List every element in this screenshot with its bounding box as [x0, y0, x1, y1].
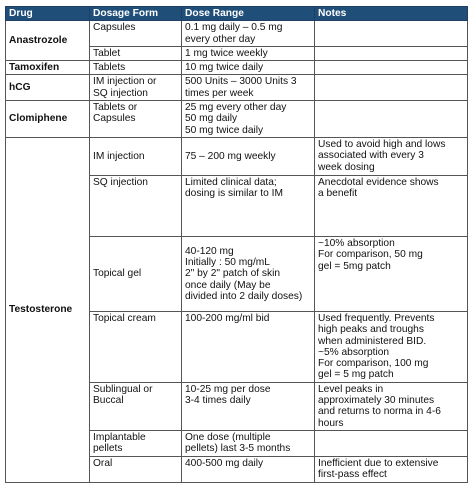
dosage-table	[5, 6, 468, 483]
dosage-form-cell-line: pellets	[93, 443, 123, 455]
header-notes: Notes	[315, 7, 468, 21]
notes-cell-line: For comparison, 100 mg	[318, 358, 429, 370]
dosage-form-cell	[90, 430, 182, 456]
notes-cell-line: Used frequently. Prevents	[318, 312, 435, 324]
dosage-form-cell-line: SQ injection	[93, 87, 148, 99]
notes-cell-line: gel = 5mg patch	[318, 260, 391, 272]
dose-range-cell	[182, 46, 315, 60]
table-body	[6, 21, 468, 482]
dosage-form-cell-line: Buccal	[93, 395, 124, 407]
dose-range-cell-line: 500 Units – 3000 Units 3	[185, 76, 297, 88]
notes-cell-line: hours	[318, 417, 344, 429]
dose-range-cell-line: 10 mg twice daily	[185, 62, 264, 74]
notes-cell	[315, 101, 468, 138]
dose-range-cell-line: once daily (May be	[185, 279, 271, 291]
dose-range-cell	[182, 236, 315, 311]
dosage-form-cell-line: Topical gel	[93, 268, 142, 280]
dose-range-cell-line: 10-25 mg per dose	[185, 383, 271, 395]
notes-cell	[315, 236, 468, 311]
dose-range-cell	[182, 137, 315, 175]
dose-range-cell-line: 50 mg twice daily	[185, 124, 264, 136]
table-row	[6, 21, 468, 47]
notes-cell	[315, 46, 468, 60]
dosage-form-cell-line: Oral	[93, 457, 113, 469]
header-row	[6, 7, 468, 21]
dose-range-cell	[182, 311, 315, 382]
dose-range-cell	[182, 21, 315, 47]
dose-range-cell	[182, 382, 315, 430]
dose-range-cell-line: Initially : 50 mg/mL	[185, 257, 270, 269]
notes-cell	[315, 21, 468, 47]
notes-cell	[315, 61, 468, 75]
dosage-form-cell	[90, 382, 182, 430]
notes-cell	[315, 75, 468, 101]
dosage-form-cell	[90, 175, 182, 236]
dosage-form-cell	[90, 46, 182, 60]
notes-cell-line: For comparison, 50 mg	[318, 249, 423, 261]
dose-range-cell-line: 1 mg twice weekly	[185, 47, 268, 59]
dosage-form-cell-line: Tablets	[93, 62, 126, 74]
dose-range-cell-line: 40-120 mg	[185, 245, 234, 257]
notes-cell-line: when administered BID.	[318, 335, 427, 347]
table-row	[6, 137, 468, 175]
table-row	[6, 61, 468, 75]
notes-cell-line: gel = 5 mg patch	[318, 369, 394, 381]
dose-range-cell	[182, 101, 315, 138]
drug-name-cell: Anastrozole	[6, 21, 90, 61]
notes-cell-line: Anecdotal evidence shows	[318, 176, 439, 188]
dose-range-cell	[182, 175, 315, 236]
dose-range-cell-line: 3-4 times daily	[185, 395, 251, 407]
dosage-form-cell	[90, 21, 182, 47]
notes-cell-line: high peaks and troughs	[318, 324, 424, 336]
dosage-form-cell	[90, 236, 182, 311]
notes-cell-line: first-pass effect	[318, 469, 387, 481]
notes-cell	[315, 430, 468, 456]
dose-range-cell-line: 400-500 mg daily	[185, 457, 264, 469]
dosage-form-cell-line: IM injection or	[93, 76, 157, 88]
dose-range-cell-line: 100-200 mg/ml bid	[185, 312, 270, 324]
notes-cell-line: a benefit	[318, 188, 358, 200]
notes-cell	[315, 382, 468, 430]
table-row	[6, 75, 468, 101]
dose-range-cell-line: 50 mg daily	[185, 113, 238, 125]
dosage-form-cell-line: Topical cream	[93, 312, 156, 324]
dose-range-cell	[182, 61, 315, 75]
drug-name-cell: Testosterone	[6, 137, 90, 482]
header-dose-range: Dose Range	[182, 7, 315, 21]
dosage-form-cell-line: IM injection	[93, 150, 145, 162]
table-row	[6, 101, 468, 138]
dose-range-cell-line: every other day	[185, 33, 256, 45]
dose-range-cell-line: 75 – 200 mg weekly	[185, 150, 276, 162]
drug-name-cell: Clomiphene	[6, 101, 90, 138]
notes-cell-line: associated with every 3	[318, 150, 424, 162]
dose-range-cell-line: pellets) last 3-5 months	[185, 443, 291, 455]
dosage-form-cell	[90, 137, 182, 175]
notes-cell-line: week dosing	[318, 161, 375, 173]
dosage-form-cell-line: Capsules	[93, 113, 136, 125]
dosage-form-cell	[90, 75, 182, 101]
dosage-form-cell-line: Implantable	[93, 431, 146, 443]
notes-cell-line: ~10% absorption	[318, 237, 395, 249]
dosage-form-cell-line: Tablets or	[93, 102, 138, 114]
drug-name-cell: Tamoxifen	[6, 61, 90, 75]
dose-range-cell	[182, 75, 315, 101]
dose-range-cell-line: times per week	[185, 87, 254, 99]
dose-range-cell	[182, 456, 315, 482]
notes-cell-line: Used to avoid high and lows	[318, 138, 446, 150]
dosage-form-cell	[90, 101, 182, 138]
dose-range-cell-line: One dose (multiple	[185, 431, 271, 443]
dosage-form-cell-line: Tablet	[93, 47, 121, 59]
dosage-form-cell-line: Sublingual or	[93, 383, 153, 395]
dose-range-cell-line: 2" by 2" patch of skin	[185, 268, 281, 280]
dosage-form-cell-line: SQ injection	[93, 176, 148, 188]
drug-name-cell: hCG	[6, 75, 90, 101]
header-dosage-form: Dosage Form	[90, 7, 182, 21]
dose-range-cell	[182, 430, 315, 456]
dosage-form-cell-line: Capsules	[93, 22, 136, 34]
dosage-form-cell	[90, 456, 182, 482]
notes-cell-line: ~5% absorption	[318, 346, 390, 358]
notes-cell-line: Inefficient due to extensive	[318, 457, 439, 469]
dose-range-cell-line: divided into 2 daily doses)	[185, 290, 303, 302]
dose-range-cell-line: 25 mg every other day	[185, 102, 287, 114]
dose-range-cell-line: Limited clinical data;	[185, 176, 277, 188]
header-drug: Drug	[6, 7, 90, 21]
dosage-form-cell	[90, 311, 182, 382]
dosage-form-cell	[90, 61, 182, 75]
notes-cell-line: approximately 30 minutes	[318, 395, 435, 407]
dose-range-cell-line: 0.1 mg daily – 0.5 mg	[185, 22, 283, 34]
notes-cell	[315, 175, 468, 236]
notes-cell	[315, 456, 468, 482]
notes-cell-line: and returns to norma in 4-6	[318, 406, 441, 418]
notes-cell	[315, 311, 468, 382]
notes-cell-line: Level peaks in	[318, 383, 384, 395]
dose-range-cell-line: dosing is similar to IM	[185, 188, 283, 200]
notes-cell	[315, 137, 468, 175]
